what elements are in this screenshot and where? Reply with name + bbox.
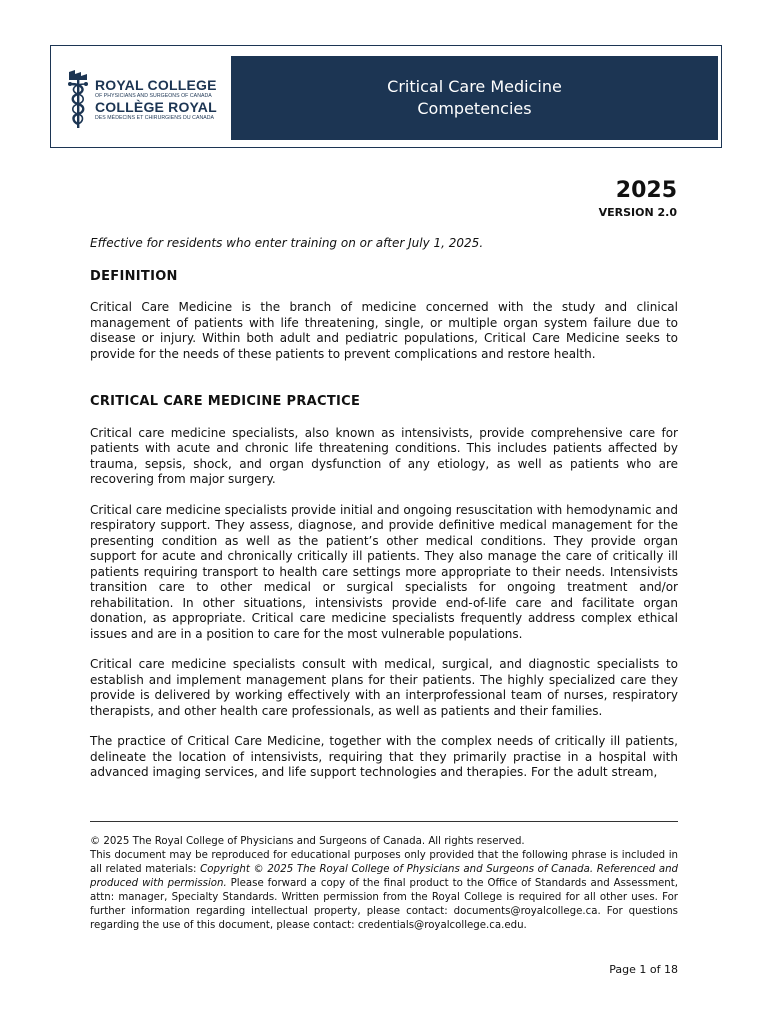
footer (90, 835, 678, 933)
footer-text-before: This document may be reproduced for educational purposes only provided that the following phrase is included in all related materials: (90, 850, 678, 875)
practice-heading: CRITICAL CARE MEDICINE PRACTICE (90, 394, 361, 409)
footer-copyright: © 2025 The Royal College of Physicians and Surgeons of Canada. All rights reserved. (90, 836, 525, 847)
logo-college-royal: COLLÈGE ROYAL (95, 99, 217, 115)
document-version: VERSION 2.0 (598, 206, 677, 219)
practice-paragraph-2: Critical care medicine specialists provide initial and ongoing resuscitation with hemodynamic and respiratory support. They assess, diagnose, and provide definitive medical management for the presenting condition as well as the patient’s other medical conditions. They provide organ support for acute and chronically critically ill patients. They also manage the care of critically ill patients requiring transport to health care settings more appropriate to their needs. Intensivists transition care to other medical or surgical specialists for ongoing treatment and/or rehabilitation. In other situations, intensivists provide end-of-life care and facilitate organ donation, as appropriate. Critical care medicine specialists frequently address complex ethical issues and are in a position to care for the most vulnerable populations. (90, 502, 678, 641)
document-body (90, 236, 678, 781)
royal-college-logo (65, 70, 235, 128)
definition-paragraph: Critical Care Medicine is the branch of medicine concerned with the study and clinical management of patients with life threatening, single, or multiple organ system failure due to disease or injury. Within both adult and pediatric populations, Critical Care Medicine seeks to provide for the needs of these patients to prevent complications and restore health. (90, 300, 678, 361)
logo-subtitle-fr: DES MÉDECINS ET CHIRURGIENS DU CANADA (95, 115, 215, 121)
logo-subtitle-en: OF PHYSICIANS AND SURGEONS OF CANADA (95, 93, 212, 99)
practice-paragraph-1: Critical care medicine specialists, also known as intensivists, provide comprehensive care for patients with acute and chronic life threatening conditions. This includes patients affected by trauma, sepsis, shock, and organ dysfunction of any etiology, as well as patients who are recovering from major surgery. (90, 425, 678, 486)
document-title-line1: Critical Care Medicine (387, 77, 562, 96)
document-header (50, 45, 722, 148)
document-year: 2025 (615, 178, 677, 203)
footer-text-after: Please forward a copy of the final product to the Office of Standards and Assessment, attn: manager, Specialty Standards. Written permission from the Royal College is required for all other uses. For further information regarding intellectual property, please contact: documents@royalcollege.ca. For questions regarding the use of this document, please contact: credentials@royalcollege.ca.edu. (90, 878, 678, 931)
document-title-line2: Competencies (417, 99, 532, 118)
page-number: Page 1 of 18 (609, 963, 678, 976)
definition-heading: DEFINITION (90, 268, 178, 284)
logo-royal-college: ROYAL COLLEGE (95, 77, 217, 93)
effective-date-note: Effective for residents who enter training on or after July 1, 2025. (90, 236, 484, 250)
practice-paragraph-4: The practice of Critical Care Medicine, together with the complex needs of critically ill patients, delineate the location of intensivists, requiring that they primarily practise in a hospital with advanced imaging services, and life support technologies and therapies. For the adult stream, (90, 734, 678, 779)
footer-citation-phrase: Copyright © 2025 The Royal College of Physicians and Surgeons of Canada. Referenced and produced with permission. (90, 864, 678, 889)
practice-paragraph-3: Critical care medicine specialists consult with medical, surgical, and diagnostic specialists to establish and implement management plans for their patients. The highly specialized care they provide is delivered by working effectively with an interprofessional team of nurses, respiratory therapists, and other health care professionals, as well as patients and their families. (90, 657, 678, 718)
footer-permission-text (90, 849, 678, 933)
title-panel (231, 56, 718, 140)
caduceus-emblem-icon (65, 70, 91, 130)
footer-divider (90, 821, 678, 822)
